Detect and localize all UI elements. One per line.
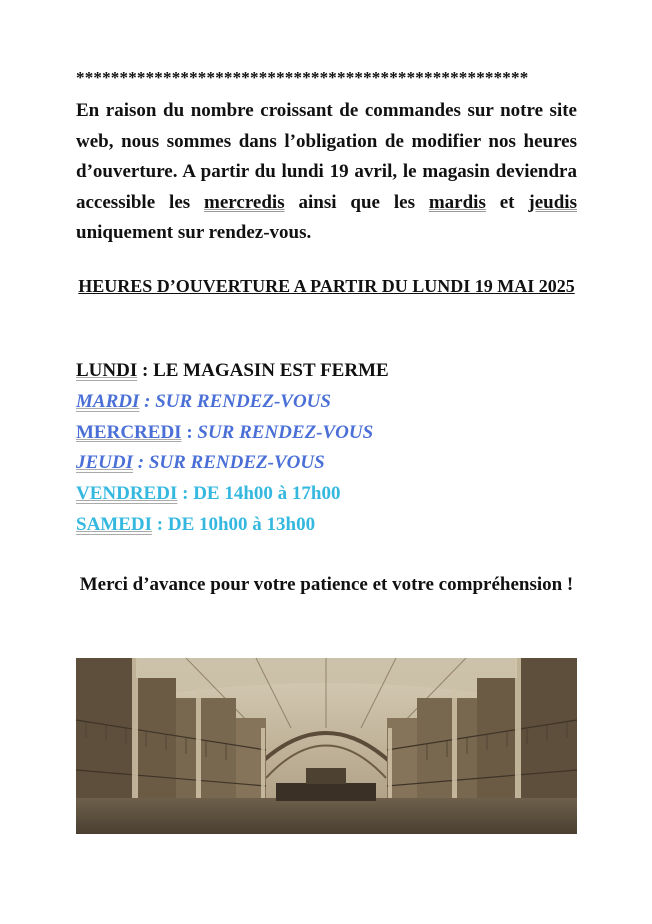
schedule-row-mercredi <box>76 418 577 449</box>
schedule-row-lundi <box>76 356 577 387</box>
store-interior-photo <box>76 658 577 834</box>
day-label: MERCREDI <box>76 421 182 443</box>
separator: : <box>177 483 194 505</box>
day-detail: DE 10h00 à 13h00 <box>167 513 316 535</box>
day-label: VENDREDI <box>76 483 178 505</box>
separator: : <box>139 390 156 412</box>
schedule-list <box>76 356 577 541</box>
day-detail: SUR RENDEZ-VOUS <box>155 390 331 412</box>
day-label: JEUDI <box>76 452 134 474</box>
separator: : <box>152 513 168 535</box>
star-divider: **************************************************** <box>76 68 529 87</box>
intro-text-4: uniquement sur rendez-vous. <box>76 222 312 243</box>
separator: : <box>137 360 154 381</box>
intro-text-2: ainsi que les <box>284 191 429 213</box>
intro-paragraph <box>76 96 577 249</box>
day-label: SAMEDI <box>76 513 153 535</box>
schedule-row-jeudi <box>76 448 577 479</box>
intro-mardis: mardis <box>428 191 486 213</box>
day-detail: LE MAGASIN EST FERME <box>153 360 389 381</box>
day-label: MARDI <box>76 390 140 412</box>
intro-text-1: En raison du nombre croissant de commandes sur notre site web, nous sommes dans l’obligation de modifier nos heures d’ouverture. A partir du lundi 19 avril, le magasin deviendra accessible les <box>76 100 577 213</box>
day-detail: DE 14h00 à 17h00 <box>193 483 341 505</box>
separator: : <box>133 452 149 474</box>
intro-jeudis: jeudis <box>528 191 577 213</box>
intro-text-3: et <box>485 191 529 213</box>
schedule-row-mardi <box>76 387 577 418</box>
thanks-message: Merci d’avance pour votre patience et votre compréhension ! <box>79 574 574 595</box>
day-detail: SUR RENDEZ-VOUS <box>197 421 374 443</box>
day-detail: SUR RENDEZ-VOUS <box>148 452 325 474</box>
schedule-row-vendredi <box>76 479 577 510</box>
opening-hours-heading: HEURES D’OUVERTURE A PARTIR DU LUNDI 19 MAI 2025 <box>78 276 575 296</box>
intro-mercredis: mercredis <box>204 191 285 213</box>
day-label: LUNDI <box>76 360 138 381</box>
separator: : <box>181 421 198 443</box>
schedule-row-samedi <box>76 510 577 541</box>
